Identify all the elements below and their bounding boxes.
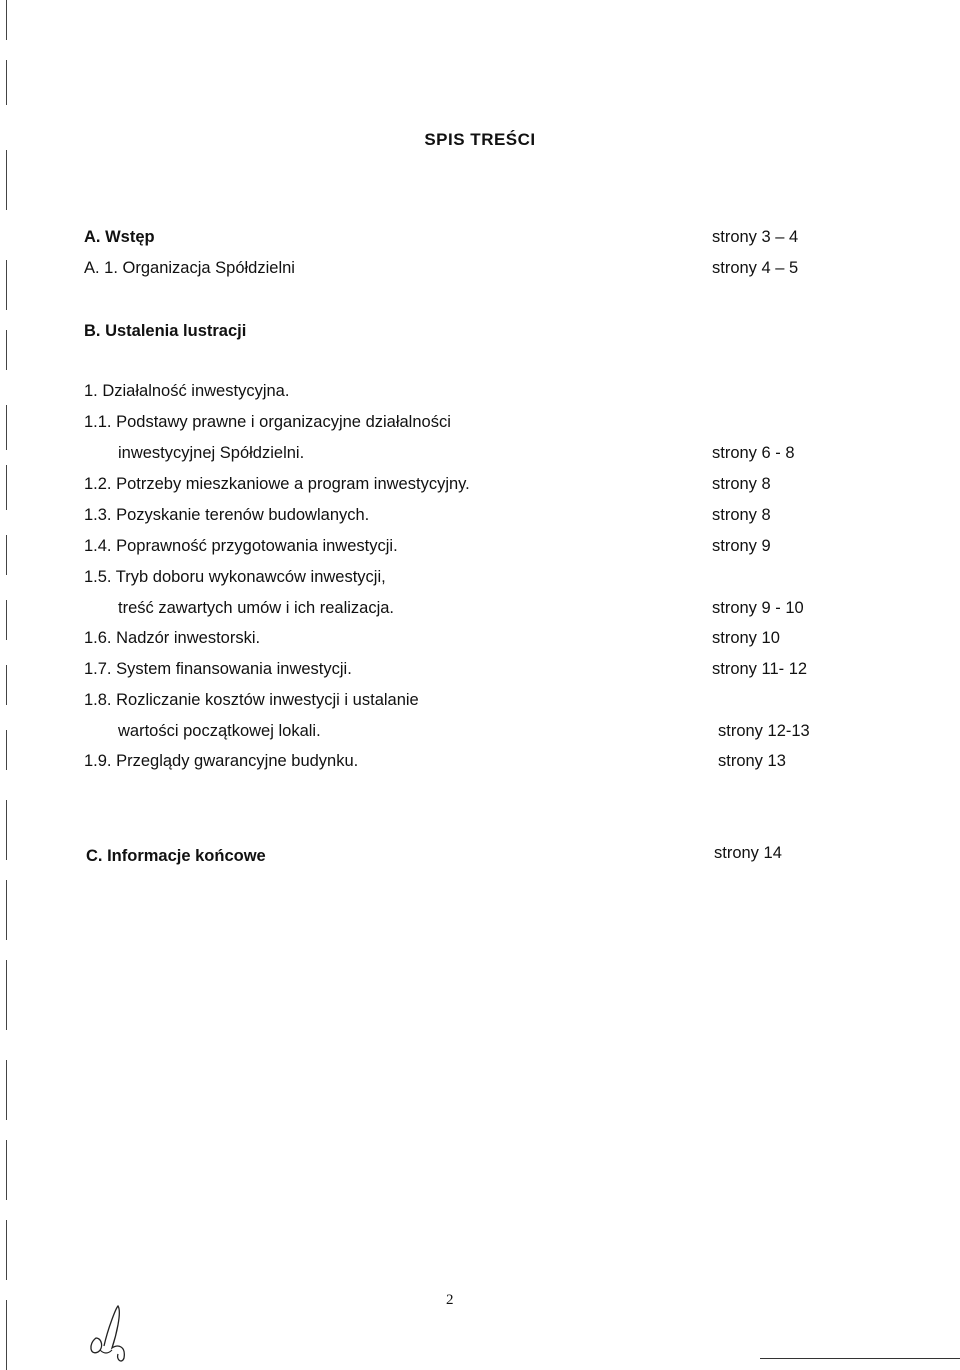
toc-entry-b13: 1.3. Pozyskanie terenów budowlanych. — [84, 506, 370, 524]
toc-entry-b11-line1: 1.1. Podstawy prawne i organizacyjne działalności — [84, 413, 451, 431]
toc-entry-b11-line2: inwestycyjnej Spółdzielni. — [118, 444, 305, 462]
page-number: 2 — [446, 1292, 454, 1308]
toc-pages-a: strony 3 – 4 — [712, 228, 799, 246]
toc-entry-b16: 1.6. Nadzór inwestorski. — [84, 629, 261, 647]
toc-pages-b17: strony 11- 12 — [712, 660, 808, 678]
toc-section-b: B. Ustalenia lustracji — [84, 322, 247, 340]
toc-entry-b18-line2: wartości początkowej lokali. — [118, 722, 321, 740]
toc-pages-b14: strony 9 — [712, 537, 771, 555]
page-title: SPIS TREŚCI — [424, 130, 536, 149]
toc-entry-b18-line1: 1.8. Rozliczanie kosztów inwestycji i ustalanie — [84, 691, 419, 709]
toc-entry-b17: 1.7. System finansowania inwestycji. — [84, 660, 352, 678]
handwritten-initials-icon — [82, 1298, 142, 1362]
toc-pages-b13: strony 8 — [712, 506, 771, 524]
footer-line — [760, 1358, 960, 1359]
toc-entry-b14: 1.4. Poprawność przygotowania inwestycji. — [84, 537, 398, 555]
toc-pages-b15: strony 9 - 10 — [712, 599, 804, 617]
toc-pages-a1: strony 4 – 5 — [712, 259, 799, 277]
toc-entry-b15-line2: treść zawartych umów i ich realizacja. — [118, 599, 395, 617]
toc-pages-b11: strony 6 - 8 — [712, 444, 795, 462]
toc-pages-c: strony 14 — [714, 844, 782, 862]
toc-entry-b12: 1.2. Potrzeby mieszkaniowe a program inwestycyjny. — [84, 475, 470, 493]
toc-pages-b12: strony 8 — [712, 475, 771, 493]
toc-pages-b18: strony 12-13 — [718, 722, 810, 740]
toc-entry-b1: 1. Działalność inwestycyjna. — [84, 382, 290, 400]
toc-entry-b15-line1: 1.5. Tryb doboru wykonawców inwestycji, — [84, 568, 386, 586]
toc-pages-b16: strony 10 — [712, 629, 780, 647]
toc-pages-b19: strony 13 — [718, 752, 786, 770]
toc-entry-a1: A. 1. Organizacja Spółdzielni — [84, 259, 295, 277]
toc-entry-b19: 1.9. Przeglądy gwarancyjne budynku. — [84, 752, 359, 770]
toc-section-a: A. Wstęp — [84, 228, 155, 246]
toc-section-c: C. Informacje końcowe — [86, 847, 266, 865]
scan-margin-artifact — [6, 0, 8, 1370]
